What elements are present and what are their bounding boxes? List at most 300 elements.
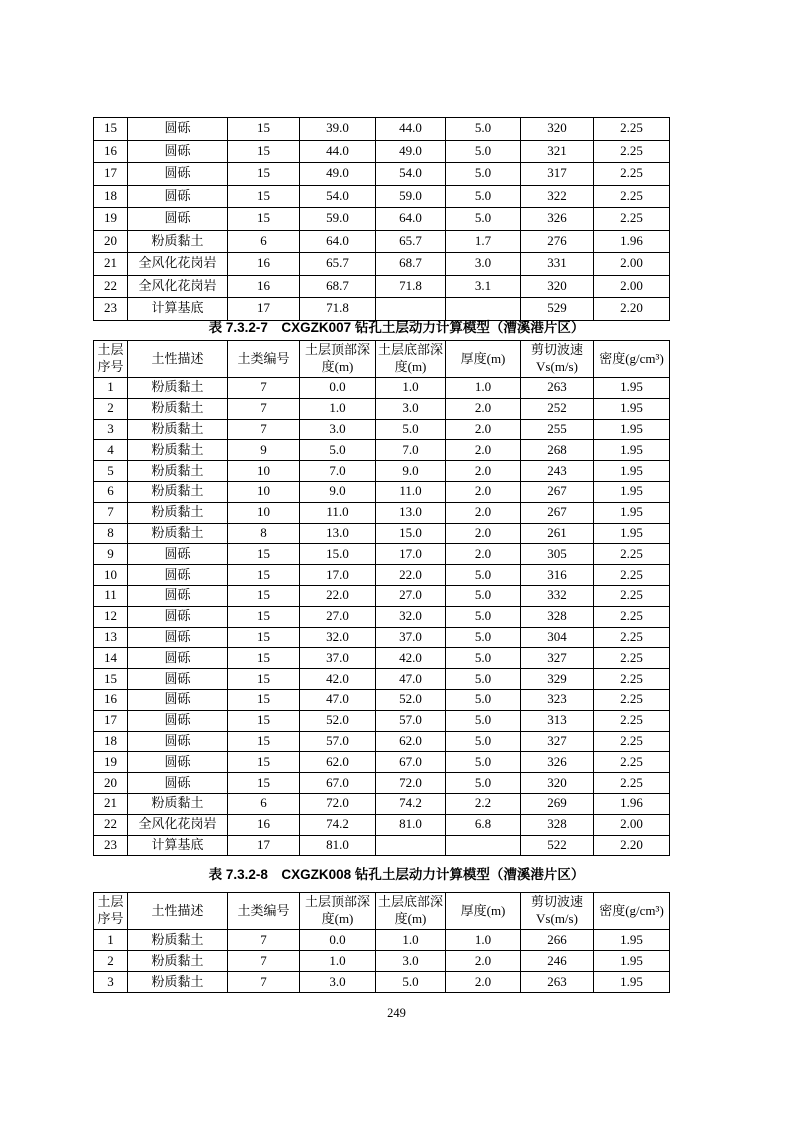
table-cell: 2.0 [446,461,521,482]
header-row [94,341,670,378]
table-cell: 57.0 [376,710,446,731]
table-cell: 圆砾 [128,565,228,586]
table-cell: 322 [521,185,594,208]
table-cell: 7 [228,378,300,399]
table-cell: 2.25 [594,627,670,648]
table-cell: 粉质黏土 [128,378,228,399]
table-cell: 15 [228,689,300,710]
table-row [94,523,670,544]
table-cell: 5.0 [376,419,446,440]
table-row [94,502,670,523]
table-cell: 2.0 [446,398,521,419]
table-cell: 5.0 [446,752,521,773]
table-cell: 15 [228,585,300,606]
table-cell: 粉质黏土 [128,972,228,993]
table-cell: 1.96 [594,230,670,253]
table-cell: 23 [94,298,128,321]
table-cell: 15 [228,544,300,565]
table-cell: 14 [94,648,128,669]
table-cell: 54.0 [300,185,376,208]
table-cell: 1.0 [446,378,521,399]
table-cell: 圆砾 [128,731,228,752]
table-cell: 7 [228,930,300,951]
table-cell: 320 [521,773,594,794]
table-cell: 2.20 [594,298,670,321]
table-cell: 10 [228,461,300,482]
table-cell: 2.25 [594,606,670,627]
table-cell: 2.25 [594,585,670,606]
table-cell: 2.0 [446,502,521,523]
table-cell: 5.0 [446,669,521,690]
table-cell: 74.2 [376,793,446,814]
table-row [94,378,670,399]
table-cell: 39.0 [300,118,376,141]
table-row [94,606,670,627]
table-cell: 2.00 [594,253,670,276]
table-cell: 11.0 [300,502,376,523]
table-cell: 59.0 [300,208,376,231]
table-row [94,972,670,993]
table-cell: 65.7 [300,253,376,276]
table-cell: 19 [94,208,128,231]
table-row [94,398,670,419]
column-header: 土类编号 [228,341,300,378]
table-cell [376,835,446,856]
table-cell: 1.7 [446,230,521,253]
table-cell: 2 [94,398,128,419]
table-cell: 15.0 [300,544,376,565]
table-row [94,951,670,972]
table-cell: 21 [94,793,128,814]
table-cell: 9.0 [300,481,376,502]
table-cell: 313 [521,710,594,731]
table-cell: 1.95 [594,972,670,993]
table-cell: 12 [94,606,128,627]
soil-layer-table-cxgzk007 [93,340,670,856]
table-cell: 2.25 [594,648,670,669]
table-cell: 2.25 [594,689,670,710]
table-cell: 粉质黏土 [128,419,228,440]
table-cell: 27.0 [300,606,376,627]
table-cell: 37.0 [376,627,446,648]
table-cell: 20 [94,230,128,253]
table-cell: 62.0 [300,752,376,773]
table-cell: 321 [521,140,594,163]
table-cell: 65.7 [376,230,446,253]
table-cell: 5.0 [446,163,521,186]
table-cell: 5.0 [376,972,446,993]
table-cell: 326 [521,752,594,773]
table-cell: 37.0 [300,648,376,669]
table-cell: 5 [94,461,128,482]
table-cell: 6 [228,793,300,814]
table-cell: 323 [521,689,594,710]
table-cell: 5.0 [446,710,521,731]
column-header: 土层底部深 度(m) [376,341,446,378]
table-cell: 11.0 [376,481,446,502]
table-cell: 71.8 [376,275,446,298]
table-cell: 7 [228,398,300,419]
table-cell: 2.25 [594,752,670,773]
table-cell: 3.0 [376,951,446,972]
table-cell: 52.0 [300,710,376,731]
table-cell: 15 [228,731,300,752]
table-cell: 1.95 [594,523,670,544]
table-cell: 331 [521,253,594,276]
table-cell: 2.0 [446,523,521,544]
table-cell: 全风化花岗岩 [128,275,228,298]
table-row [94,648,670,669]
table-cell: 59.0 [376,185,446,208]
table-cell: 圆砾 [128,606,228,627]
table-row [94,461,670,482]
table-row [94,835,670,856]
table-cell: 粉质黏土 [128,398,228,419]
table-cell: 5.0 [446,731,521,752]
table-cell: 9 [94,544,128,565]
table-cell: 81.0 [376,814,446,835]
table-cell: 261 [521,523,594,544]
table-cell: 15.0 [376,523,446,544]
table-cell: 计算基底 [128,835,228,856]
table-row [94,275,670,298]
table-cell: 2.25 [594,710,670,731]
table-cell: 5.0 [446,208,521,231]
table-cell: 17 [94,163,128,186]
table-cell: 圆砾 [128,710,228,731]
table-row [94,930,670,951]
table-cell: 320 [521,275,594,298]
table-cell: 5.0 [446,773,521,794]
table-cell: 67.0 [376,752,446,773]
table-cell: 19 [94,752,128,773]
column-header: 土层顶部深 度(m) [300,893,376,930]
table-row [94,298,670,321]
table-cell: 2.25 [594,185,670,208]
table-row [94,627,670,648]
table-cell: 2.0 [446,419,521,440]
table-cell: 15 [228,163,300,186]
soil-layer-table-cxgzk008 [93,892,670,993]
table-cell: 圆砾 [128,689,228,710]
table-cell: 15 [228,752,300,773]
table-cell: 9.0 [376,461,446,482]
table-cell: 5.0 [446,140,521,163]
table-cell: 72.0 [300,793,376,814]
table-cell: 71.8 [300,298,376,321]
table-cell: 328 [521,606,594,627]
column-header: 剪切波速 Vs(m/s) [521,893,594,930]
table-cell: 2.25 [594,773,670,794]
table-cell: 7.0 [376,440,446,461]
table-cell: 5.0 [446,585,521,606]
table-cell: 317 [521,163,594,186]
table-cell: 1 [94,930,128,951]
table-cell: 13.0 [376,502,446,523]
table-cell: 15 [228,773,300,794]
table-cell: 27.0 [376,585,446,606]
table-cell: 1.0 [300,398,376,419]
table-cell: 圆砾 [128,208,228,231]
table-cell: 2.00 [594,814,670,835]
table-cell: 72.0 [376,773,446,794]
table-cell: 粉质黏土 [128,481,228,502]
table-cell: 42.0 [300,669,376,690]
table-cell: 1.95 [594,951,670,972]
table-cell: 粉质黏土 [128,951,228,972]
soil-layer-table-continuation [93,117,670,321]
table-cell: 7 [228,419,300,440]
table-cell: 329 [521,669,594,690]
table-cell: 316 [521,565,594,586]
table-cell: 圆砾 [128,140,228,163]
table-cell: 0.0 [300,378,376,399]
table-cell: 81.0 [300,835,376,856]
table-cell: 2.0 [446,440,521,461]
table-row [94,793,670,814]
table-cell: 2.0 [446,544,521,565]
table-cell: 2.25 [594,544,670,565]
table-cell: 243 [521,461,594,482]
table-cell: 粉质黏土 [128,793,228,814]
table-row [94,773,670,794]
table-cell: 3.0 [446,253,521,276]
table-cell: 15 [228,118,300,141]
table-cell: 2.25 [594,118,670,141]
table-cell: 10 [94,565,128,586]
column-header: 厚度(m) [446,893,521,930]
table-cell: 1.0 [446,930,521,951]
table-cell: 15 [228,140,300,163]
table-cell: 17.0 [376,544,446,565]
table-cell: 13.0 [300,523,376,544]
table-cell: 263 [521,972,594,993]
table-row [94,419,670,440]
column-header: 土类编号 [228,893,300,930]
column-header: 土性描述 [128,341,228,378]
table-cell: 7 [228,972,300,993]
table-cell: 全风化花岗岩 [128,814,228,835]
table-cell: 2.2 [446,793,521,814]
table-cell: 529 [521,298,594,321]
table-cell: 1.0 [376,930,446,951]
table-cell: 22 [94,814,128,835]
table-cell: 1.0 [300,951,376,972]
table-cell: 11 [94,585,128,606]
table-cell [376,298,446,321]
table-cell: 5.0 [446,627,521,648]
table-cell: 8 [228,523,300,544]
table-cell: 圆砾 [128,669,228,690]
table-cell: 22.0 [376,565,446,586]
table-cell: 9 [228,440,300,461]
table-cell: 0.0 [300,930,376,951]
table-cell: 15 [94,669,128,690]
table-cell: 2.25 [594,140,670,163]
table-cell: 263 [521,378,594,399]
table-cell: 5.0 [446,185,521,208]
table-cell: 267 [521,481,594,502]
table-cell: 47.0 [376,669,446,690]
table-cell: 圆砾 [128,752,228,773]
table-cell: 6 [94,481,128,502]
table-cell: 68.7 [300,275,376,298]
table-cell: 2 [94,951,128,972]
table-cell: 粉质黏土 [128,523,228,544]
table-cell: 3.0 [300,972,376,993]
table-cell: 42.0 [376,648,446,669]
table-cell [446,835,521,856]
table-cell: 64.0 [376,208,446,231]
table-cell: 20 [94,773,128,794]
table-cell: 326 [521,208,594,231]
table-cell: 305 [521,544,594,565]
table-cell: 68.7 [376,253,446,276]
table-cell: 15 [228,648,300,669]
table-cell: 49.0 [300,163,376,186]
table-cell: 17 [94,710,128,731]
table-cell: 2.25 [594,669,670,690]
table-cell: 1.95 [594,378,670,399]
table-cell: 16 [94,140,128,163]
table-row [94,544,670,565]
table-title-7-3-2-7: 表 7.3.2-7 CXGZK007 钻孔土层动力计算模型（漕溪港片区） [208,320,585,335]
table-row [94,669,670,690]
table-cell: 32.0 [300,627,376,648]
table-row [94,565,670,586]
table-row [94,731,670,752]
table-cell: 6.8 [446,814,521,835]
table-cell: 18 [94,731,128,752]
table-cell: 圆砾 [128,118,228,141]
table-cell: 2.25 [594,163,670,186]
table-row [94,253,670,276]
table-cell: 44.0 [300,140,376,163]
table-cell: 15 [228,185,300,208]
table-cell: 7.0 [300,461,376,482]
table-row [94,140,670,163]
table-cell: 粉质黏土 [128,440,228,461]
table-cell: 7 [94,502,128,523]
table-row [94,118,670,141]
table-cell: 5.0 [446,118,521,141]
table-cell: 252 [521,398,594,419]
table-row [94,440,670,461]
table-row [94,208,670,231]
table-cell: 52.0 [376,689,446,710]
table-cell: 1.95 [594,930,670,951]
table-cell: 22 [94,275,128,298]
table-row [94,230,670,253]
table-cell: 23 [94,835,128,856]
table-cell: 328 [521,814,594,835]
table-cell: 13 [94,627,128,648]
table-cell: 15 [94,118,128,141]
table-cell: 7 [228,951,300,972]
table-cell: 44.0 [376,118,446,141]
table-cell: 267 [521,502,594,523]
table-cell: 21 [94,253,128,276]
table-cell: 17.0 [300,565,376,586]
table-cell: 1.0 [376,378,446,399]
table-cell: 62.0 [376,731,446,752]
table-row [94,163,670,186]
table-cell: 54.0 [376,163,446,186]
table-cell: 16 [228,275,300,298]
table-cell: 16 [228,253,300,276]
column-header: 密度(g/cm³) [594,893,670,930]
table-cell: 57.0 [300,731,376,752]
table-cell: 32.0 [376,606,446,627]
table-cell: 计算基底 [128,298,228,321]
table-cell: 3 [94,419,128,440]
table-cell: 255 [521,419,594,440]
table-row [94,814,670,835]
table-cell: 6 [228,230,300,253]
column-header: 厚度(m) [446,341,521,378]
table-cell: 327 [521,648,594,669]
table-cell: 15 [228,669,300,690]
table-cell: 522 [521,835,594,856]
column-header: 剪切波速 Vs(m/s) [521,341,594,378]
table-cell: 1.95 [594,502,670,523]
table-cell: 246 [521,951,594,972]
table-cell: 10 [228,502,300,523]
table-cell: 5.0 [446,689,521,710]
table-row [94,185,670,208]
table-cell: 粉质黏土 [128,461,228,482]
table-cell: 2.25 [594,565,670,586]
table-cell: 2.25 [594,731,670,752]
table-cell: 16 [94,689,128,710]
column-header: 土层顶部深 度(m) [300,341,376,378]
table-cell: 17 [228,298,300,321]
table-cell: 圆砾 [128,627,228,648]
table-cell: 2.25 [594,208,670,231]
table-cell: 3.0 [376,398,446,419]
table-cell: 16 [228,814,300,835]
column-header: 密度(g/cm³) [594,341,670,378]
table-cell: 圆砾 [128,773,228,794]
column-header: 土层底部深 度(m) [376,893,446,930]
table-cell: 全风化花岗岩 [128,253,228,276]
table-cell: 圆砾 [128,163,228,186]
table-cell: 327 [521,731,594,752]
table-cell: 1.95 [594,481,670,502]
table-row [94,689,670,710]
table-cell: 268 [521,440,594,461]
table-cell: 2.0 [446,972,521,993]
table-cell: 17 [228,835,300,856]
table-cell: 5.0 [300,440,376,461]
table-cell: 15 [228,208,300,231]
table-row [94,752,670,773]
table-cell: 47.0 [300,689,376,710]
table-cell: 276 [521,230,594,253]
table-cell: 5.0 [446,648,521,669]
table-cell [446,298,521,321]
table-cell: 圆砾 [128,544,228,565]
table-cell: 1 [94,378,128,399]
table-cell: 1.95 [594,461,670,482]
table-cell: 2.00 [594,275,670,298]
table-cell: 2.0 [446,481,521,502]
table-cell: 3 [94,972,128,993]
table-cell: 332 [521,585,594,606]
table-cell: 粉质黏土 [128,502,228,523]
table-row [94,710,670,731]
table-cell: 15 [228,606,300,627]
